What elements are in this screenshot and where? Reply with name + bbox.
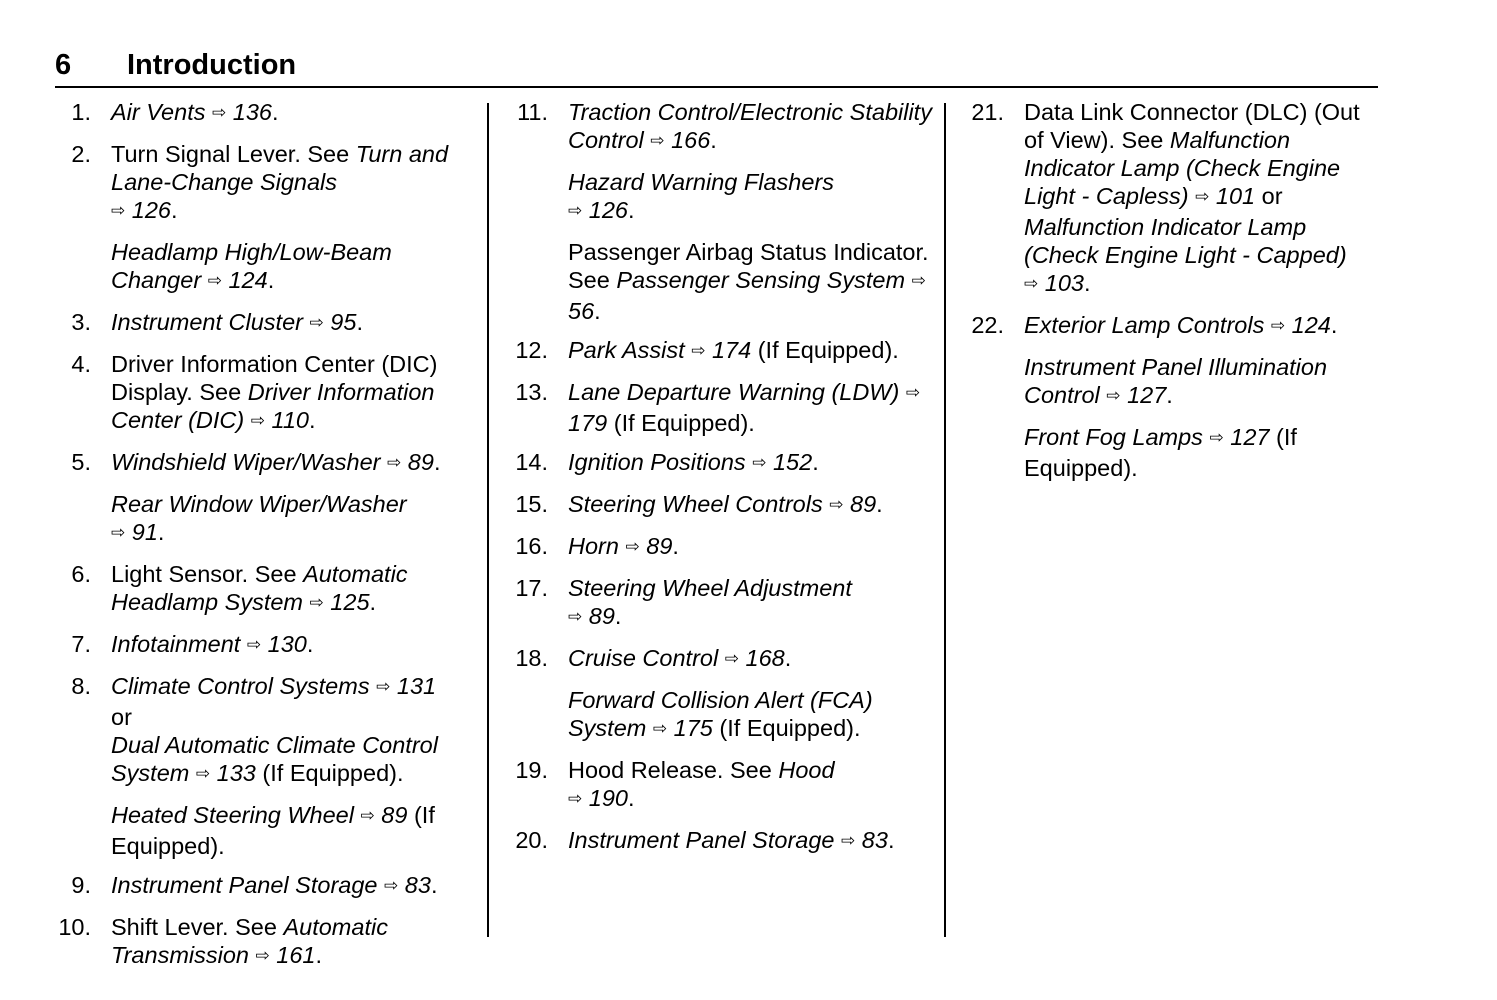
item-label: . (315, 942, 323, 968)
page-header (55, 46, 1378, 88)
page-title: Introduction (127, 49, 297, 81)
cross-reference-link[interactable]: 89 (639, 533, 673, 559)
list-item (55, 308, 480, 339)
item-text (111, 309, 363, 335)
item-label: or (1255, 183, 1283, 209)
item-label: (If Equipped). (712, 715, 861, 741)
page-reference-arrow-icon: ⇨ (212, 103, 227, 122)
cross-reference-link[interactable]: 83 (855, 827, 888, 853)
cross-reference-link[interactable]: Driver Information Center (DIC) (111, 379, 435, 433)
cross-reference-link[interactable]: 56 (568, 298, 595, 324)
item-label: Shift Lever. See (111, 914, 284, 940)
page-reference-arrow-icon: ⇨ (568, 201, 583, 220)
cross-reference-link[interactable]: 89 (401, 449, 434, 475)
item-label: . (369, 589, 377, 615)
list-item (55, 448, 480, 479)
item-number: 11. (517, 99, 548, 125)
item-text (111, 872, 437, 898)
item-label: . (812, 449, 819, 475)
item-text (568, 757, 835, 811)
cross-reference-link[interactable]: 91 (125, 519, 158, 545)
cross-reference-link[interactable]: 103 (1038, 270, 1084, 296)
page-reference-arrow-icon: ⇨ (111, 523, 126, 542)
item-text (568, 827, 894, 853)
cross-reference-link[interactable]: Instrument Cluster (111, 309, 310, 335)
list-item (55, 672, 480, 790)
item-label: . (306, 631, 314, 657)
cross-reference-link[interactable]: 126 (582, 197, 628, 223)
page-reference-arrow-icon: ⇨ (1106, 386, 1121, 405)
cross-reference-link[interactable]: 136 (226, 99, 272, 125)
cross-reference-link[interactable]: Dual Automatic Climate Control System (111, 732, 438, 786)
item-text (568, 379, 920, 436)
page-reference-arrow-icon: ⇨ (207, 271, 222, 290)
page-reference-arrow-icon: ⇨ (309, 313, 324, 332)
item-text (1024, 354, 1327, 408)
cross-reference-link[interactable]: Instrument Panel Illumination Control (1024, 354, 1328, 408)
cross-reference-link[interactable]: 126 (125, 197, 171, 223)
cross-reference-link[interactable]: Instrument Panel Storage (568, 827, 842, 853)
item-text (568, 99, 932, 153)
list-item (512, 574, 932, 633)
item-label: . (784, 645, 792, 671)
item-label: . (356, 309, 363, 335)
cross-reference-link[interactable]: 124 (1285, 312, 1331, 338)
item-label: Data Link Connector (DLC) (Out of View). See (1024, 99, 1360, 153)
item-number: 21. (971, 99, 1004, 125)
list-item (512, 826, 932, 857)
list-item (55, 98, 480, 129)
item-number: 14. (515, 449, 548, 475)
item-number: 10. (58, 914, 91, 940)
page-reference-arrow-icon: ⇨ (360, 806, 375, 825)
item-label: (If Equipped). (111, 802, 435, 859)
page-number: 6 (55, 49, 72, 81)
page-reference-arrow-icon: ⇨ (384, 876, 399, 895)
item-label: Hood Release. See (568, 757, 779, 783)
item-text (111, 99, 279, 125)
item-text (568, 449, 819, 475)
list-item (55, 490, 480, 549)
list-item (55, 801, 480, 860)
item-text (111, 351, 437, 433)
cross-reference-link[interactable]: Hazard Warning Flashers (568, 169, 835, 195)
list-item (512, 448, 932, 479)
cross-reference-link[interactable]: 175 (667, 715, 713, 741)
item-label: . (430, 872, 438, 898)
item-text (568, 533, 679, 559)
cross-reference-link[interactable]: 110 (264, 407, 309, 433)
list-item (512, 336, 932, 367)
item-text (111, 239, 392, 293)
item-label: (If Equipped). (1024, 424, 1297, 481)
item-number: 15. (515, 491, 548, 517)
item-label: . (267, 267, 275, 293)
cross-reference-link[interactable]: 127 (1120, 382, 1167, 408)
item-text (568, 645, 791, 671)
item-text (1024, 312, 1337, 338)
item-number: 22. (971, 312, 1004, 338)
page-reference-arrow-icon: ⇨ (568, 789, 583, 808)
item-text (568, 169, 834, 223)
page-reference-arrow-icon: ⇨ (905, 383, 921, 402)
cross-reference-link[interactable]: 89 (843, 491, 877, 517)
item-number: 9. (71, 872, 91, 898)
cross-reference-link[interactable]: Automatic Transmission (111, 914, 388, 968)
page-reference-arrow-icon: ⇨ (1195, 187, 1210, 206)
item-text (111, 561, 408, 615)
item-label: (If Equipped). (255, 760, 404, 786)
item-text (111, 914, 388, 968)
item-label: Turn Signal Lever. See (111, 141, 356, 167)
item-text (568, 491, 883, 517)
item-text (111, 802, 435, 859)
item-number: 13. (515, 379, 548, 405)
cross-reference-link[interactable]: 130 (261, 631, 307, 657)
page-reference-arrow-icon: ⇨ (250, 411, 265, 430)
cross-reference-link[interactable]: Windshield Wiper/Washer (111, 449, 388, 475)
cross-reference-link[interactable]: 166 (664, 127, 711, 153)
item-number: 18. (515, 645, 548, 671)
cross-reference-link[interactable]: Exterior Lamp Controls (1024, 312, 1271, 338)
item-text (111, 141, 448, 223)
cross-reference-link[interactable]: Infotainment (111, 631, 247, 657)
item-number: 17. (515, 575, 548, 601)
cross-reference-link[interactable]: 179 (568, 410, 608, 436)
list-item (968, 98, 1378, 300)
item-label: . (272, 99, 279, 125)
list-item (512, 686, 932, 745)
page-reference-arrow-icon: ⇨ (1209, 428, 1224, 447)
page-reference-arrow-icon: ⇨ (652, 719, 668, 738)
list-item (512, 168, 932, 227)
page-reference-arrow-icon: ⇨ (625, 537, 640, 556)
cross-reference-link[interactable]: 127 (1223, 424, 1270, 450)
list-item (55, 871, 480, 902)
cross-reference-link[interactable]: Automatic Headlamp System (111, 561, 408, 615)
item-label: . (1330, 312, 1338, 338)
item-text (111, 449, 440, 475)
item-number: 1. (71, 99, 91, 125)
cross-reference-link[interactable]: Ignition Positions (568, 449, 753, 475)
item-label: or (111, 704, 132, 730)
cross-reference-link[interactable]: Malfunction Indicator Lamp (Check Engine Light - Capped) (1024, 214, 1347, 268)
page-reference-arrow-icon: ⇨ (1024, 274, 1039, 293)
page-reference-arrow-icon: ⇨ (724, 649, 739, 668)
cross-reference-link[interactable]: Traction Control/Electronic Stability Control (568, 99, 932, 153)
item-label: . (887, 827, 895, 853)
list-item (512, 238, 932, 325)
page-reference-arrow-icon: ⇨ (111, 201, 126, 220)
item-text (568, 687, 873, 741)
item-number: 5. (71, 449, 91, 475)
list-item (55, 140, 480, 227)
list-item (512, 644, 932, 675)
item-text (568, 337, 899, 363)
item-label: . (672, 533, 679, 559)
cross-reference-link[interactable]: Climate Control Systems (111, 673, 377, 699)
page-reference-arrow-icon: ⇨ (376, 677, 391, 696)
page-reference-arrow-icon: ⇨ (309, 593, 324, 612)
cross-reference-link[interactable]: Hood (778, 757, 835, 783)
item-number: 19. (515, 757, 548, 783)
column-3 (968, 98, 1378, 493)
cross-reference-link[interactable]: 161 (269, 942, 316, 968)
cross-reference-link[interactable]: Air Vents (111, 99, 212, 125)
cross-reference-link[interactable]: Lane Departure Warning (LDW) (568, 379, 906, 405)
cross-reference-link[interactable]: 133 (210, 760, 256, 786)
cross-reference-link[interactable]: 83 (398, 872, 431, 898)
cross-reference-link[interactable]: Headlamp High/Low-Beam Changer (111, 239, 392, 293)
item-label: (If Equipped). (607, 410, 755, 436)
page-reference-arrow-icon: ⇨ (650, 131, 665, 150)
cross-reference-link[interactable]: 131 (390, 673, 437, 699)
item-number: 20. (515, 827, 548, 853)
item-label: . (308, 407, 316, 433)
column-2 (512, 98, 932, 868)
cross-reference-link[interactable]: Turn and Lane-Change Signals (111, 141, 449, 195)
item-number: 8. (71, 673, 91, 699)
list-item (55, 560, 480, 619)
cross-reference-link[interactable]: Forward Collision Alert (FCA) System (568, 687, 873, 741)
item-number: 4. (71, 351, 91, 377)
item-text (111, 673, 438, 786)
cross-reference-link[interactable]: 95 (323, 309, 357, 335)
column-divider (944, 103, 946, 937)
item-label: Driver Information Center (DIC) Display. See (111, 351, 438, 405)
item-text (111, 491, 407, 545)
item-label: . (876, 491, 883, 517)
list-item (512, 378, 932, 437)
cross-reference-link[interactable]: 168 (738, 645, 785, 671)
item-label: (If Equipped). (751, 337, 899, 363)
item-text (1024, 99, 1360, 296)
cross-reference-link[interactable]: Horn (568, 533, 626, 559)
list-item (55, 630, 480, 661)
page-reference-arrow-icon: ⇨ (568, 607, 583, 626)
cross-reference-link[interactable]: Steering Wheel Adjustment (568, 575, 852, 601)
item-label: . (1084, 270, 1091, 296)
cross-reference-link[interactable]: Steering Wheel Controls (568, 491, 830, 517)
list-item (968, 311, 1378, 342)
item-label: . (614, 603, 622, 629)
list-item (968, 353, 1378, 412)
list-item (55, 350, 480, 437)
item-text (1024, 424, 1297, 481)
cross-reference-link[interactable]: Front Fog Lamps (1024, 424, 1210, 450)
cross-reference-link[interactable]: Park Assist (568, 337, 692, 363)
item-number: 6. (71, 561, 91, 587)
list-item (512, 98, 932, 157)
item-label: . (628, 785, 635, 811)
cross-reference-link[interactable]: 152 (766, 449, 813, 475)
item-number: 2. (71, 141, 91, 167)
column-divider (487, 103, 489, 937)
cross-reference-link[interactable]: Cruise Control (568, 645, 725, 671)
cross-reference-link[interactable]: 125 (323, 589, 370, 615)
item-label: . (628, 197, 635, 223)
item-label: . (594, 298, 601, 324)
item-label: . (710, 127, 717, 153)
page-reference-arrow-icon: ⇨ (841, 831, 856, 850)
list-item (512, 756, 932, 815)
cross-reference-link[interactable]: Heated Steering Wheel (111, 802, 361, 828)
list-item (968, 423, 1378, 482)
item-text (111, 631, 313, 657)
item-label: . (433, 449, 441, 475)
item-label: . (171, 197, 178, 223)
cross-reference-link[interactable]: 174 (705, 337, 752, 363)
item-number: 3. (71, 309, 91, 335)
cross-reference-link[interactable]: Instrument Panel Storage (111, 872, 385, 898)
page-reference-arrow-icon: ⇨ (1270, 316, 1286, 335)
item-label: Passenger Airbag Status Indicator. See (568, 239, 929, 293)
cross-reference-link[interactable]: Malfunction Indicator Lamp (Check Engine Light - Capless) (1024, 127, 1341, 209)
item-number: 12. (515, 337, 548, 363)
item-label: Light Sensor. See (111, 561, 304, 587)
cross-reference-link[interactable]: 190 (582, 785, 628, 811)
item-number: 7. (71, 631, 91, 657)
item-number: 16. (515, 533, 548, 559)
list-item (55, 238, 480, 297)
page-reference-arrow-icon: ⇨ (195, 764, 211, 783)
page-reference-arrow-icon: ⇨ (691, 341, 706, 360)
cross-reference-link[interactable]: Passenger Sensing System (616, 267, 912, 293)
list-item (55, 913, 480, 972)
item-label: . (1166, 382, 1173, 408)
cross-reference-link[interactable]: 89 (582, 603, 615, 629)
cross-reference-link[interactable]: 101 (1209, 183, 1256, 209)
list-item (512, 490, 932, 521)
column-1 (55, 98, 480, 983)
list-item (512, 532, 932, 563)
cross-reference-link[interactable]: Rear Window Wiper/Washer (111, 491, 407, 517)
item-text (568, 575, 852, 629)
item-text (568, 239, 929, 324)
item-label: . (157, 519, 165, 545)
page-reference-arrow-icon: ⇨ (829, 495, 844, 514)
page-reference-arrow-icon: ⇨ (255, 946, 270, 965)
cross-reference-link[interactable]: 89 (374, 802, 408, 828)
page-reference-arrow-icon: ⇨ (246, 635, 262, 654)
cross-reference-link[interactable]: 124 (221, 267, 268, 293)
page-reference-arrow-icon: ⇨ (752, 453, 767, 472)
page-reference-arrow-icon: ⇨ (911, 271, 926, 290)
page-reference-arrow-icon: ⇨ (387, 453, 402, 472)
